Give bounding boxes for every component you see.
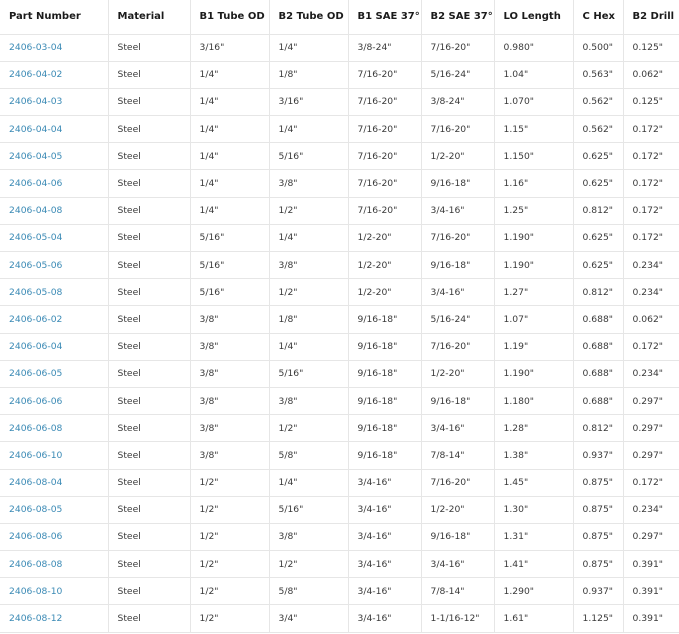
table-row [0, 360, 679, 387]
column-b2-tube-od-cell: 1/4" [269, 469, 348, 496]
part-number-link[interactable]: 2406-04-08 [9, 205, 63, 217]
column-b1-sae-37-cell: 9/16-18" [348, 333, 421, 360]
column-part-number-cell [0, 333, 108, 360]
column-material-cell: Steel [108, 143, 190, 170]
column-b1-sae-37-cell: 7/16-20" [348, 197, 421, 224]
column-b2-tube-od-cell: 3/8" [269, 387, 348, 414]
part-number-link[interactable]: 2406-06-05 [9, 368, 63, 380]
column-material-cell: Steel [108, 279, 190, 306]
column-part-number-cell [0, 143, 108, 170]
table-row [0, 306, 679, 333]
column-b1-sae-37-cell: 3/4-16" [348, 469, 421, 496]
part-number-link[interactable]: 2406-05-04 [9, 232, 63, 244]
column-material-cell: Steel [108, 306, 190, 333]
column-lo-length-cell: 1.190" [494, 360, 573, 387]
column-lo-length-cell: 1.27" [494, 279, 573, 306]
column-lo-length-cell: 1.190" [494, 252, 573, 279]
column-material-cell: Steel [108, 360, 190, 387]
column-material-cell: Steel [108, 333, 190, 360]
column-b2-sae-37-cell: 1/2-20" [421, 496, 494, 523]
column-b1-tube-od-cell: 3/8" [190, 442, 269, 469]
column-lo-length-cell: 1.190" [494, 224, 573, 251]
column-lo-length-cell: 1.16" [494, 170, 573, 197]
column-b1-sae-37-cell: 9/16-18" [348, 306, 421, 333]
column-lo-length-cell: 1.45" [494, 469, 573, 496]
table-row [0, 224, 679, 251]
column-b2-tube-od-cell: 1/2" [269, 415, 348, 442]
table-row [0, 279, 679, 306]
column-b2-tube-od-cell: 1/2" [269, 279, 348, 306]
column-b2-drill-cell: 0.297" [623, 442, 679, 469]
column-b1-tube-od-cell: 1/2" [190, 578, 269, 605]
column-material-cell: Steel [108, 551, 190, 578]
column-b1-tube-od-cell: 1/2" [190, 496, 269, 523]
column-c-hex-cell: 0.625" [573, 252, 623, 279]
column-b1-sae-37-header: B1 SAE 37° [348, 0, 421, 34]
table-row [0, 88, 679, 115]
column-c-hex-cell: 0.562" [573, 116, 623, 143]
column-b2-drill-cell: 0.234" [623, 496, 679, 523]
column-b1-sae-37-cell: 9/16-18" [348, 387, 421, 414]
part-number-link[interactable]: 2406-03-04 [9, 42, 63, 54]
part-number-link[interactable]: 2406-06-04 [9, 341, 63, 353]
column-b2-sae-37-cell: 5/16-24" [421, 306, 494, 333]
column-b1-tube-od-header: B1 Tube OD [190, 0, 269, 34]
column-c-hex-cell: 0.937" [573, 578, 623, 605]
column-b2-drill-cell: 0.297" [623, 523, 679, 550]
column-part-number-header: Part Number [0, 0, 108, 34]
column-b1-tube-od-cell: 1/4" [190, 116, 269, 143]
table-row [0, 116, 679, 143]
column-part-number-cell [0, 88, 108, 115]
column-b2-sae-37-cell: 1/2-20" [421, 143, 494, 170]
column-c-hex-cell: 0.937" [573, 442, 623, 469]
column-b2-sae-37-cell: 7/16-20" [421, 116, 494, 143]
column-b2-sae-37-cell: 1/2-20" [421, 360, 494, 387]
table-row [0, 197, 679, 224]
column-material-cell: Steel [108, 523, 190, 550]
part-number-link[interactable]: 2406-06-08 [9, 422, 63, 434]
column-b1-tube-od-cell: 5/16" [190, 224, 269, 251]
part-number-link[interactable]: 2406-08-04 [9, 477, 63, 489]
column-b2-tube-od-cell: 1/8" [269, 306, 348, 333]
column-b1-sae-37-cell: 3/4-16" [348, 578, 421, 605]
column-part-number-cell [0, 61, 108, 88]
column-c-hex-cell: 0.875" [573, 551, 623, 578]
column-part-number-cell [0, 116, 108, 143]
column-b2-sae-37-header: B2 SAE 37° [421, 0, 494, 34]
column-c-hex-cell: 0.563" [573, 61, 623, 88]
column-b2-sae-37-cell: 7/16-20" [421, 333, 494, 360]
table-row [0, 605, 679, 632]
column-part-number-cell [0, 496, 108, 523]
column-lo-length-cell: 1.30" [494, 496, 573, 523]
column-b1-sae-37-cell: 7/16-20" [348, 170, 421, 197]
part-number-link[interactable]: 2406-08-10 [9, 585, 63, 597]
table-row [0, 61, 679, 88]
column-part-number-cell [0, 523, 108, 550]
column-b2-drill-cell: 0.234" [623, 279, 679, 306]
column-b2-sae-37-cell: 7/16-20" [421, 34, 494, 61]
column-c-hex-cell: 0.625" [573, 170, 623, 197]
column-b2-tube-od-cell: 1/4" [269, 116, 348, 143]
column-b1-sae-37-cell: 9/16-18" [348, 442, 421, 469]
table-row [0, 143, 679, 170]
table-row [0, 333, 679, 360]
column-part-number-cell [0, 442, 108, 469]
column-c-hex-cell: 0.688" [573, 333, 623, 360]
column-b2-sae-37-cell: 7/16-20" [421, 469, 494, 496]
column-b2-sae-37-cell: 3/4-16" [421, 551, 494, 578]
column-b2-drill-cell: 0.172" [623, 224, 679, 251]
column-b2-sae-37-cell: 7/8-14" [421, 442, 494, 469]
column-b1-tube-od-cell: 5/16" [190, 279, 269, 306]
column-b1-tube-od-cell: 5/16" [190, 252, 269, 279]
column-material-cell: Steel [108, 252, 190, 279]
column-c-hex-cell: 0.875" [573, 523, 623, 550]
column-material-cell: Steel [108, 496, 190, 523]
part-number-link[interactable]: 2406-08-12 [9, 613, 63, 625]
column-b1-tube-od-cell: 3/8" [190, 306, 269, 333]
column-b1-sae-37-cell: 1/2-20" [348, 279, 421, 306]
column-b2-drill-cell: 0.062" [623, 61, 679, 88]
column-b2-sae-37-cell: 3/4-16" [421, 197, 494, 224]
column-material-cell: Steel [108, 61, 190, 88]
column-b2-sae-37-cell: 3/4-16" [421, 415, 494, 442]
part-number-link[interactable]: 2406-06-10 [9, 449, 63, 461]
column-b1-tube-od-cell: 1/4" [190, 88, 269, 115]
column-b2-tube-od-cell: 1/4" [269, 34, 348, 61]
column-c-hex-cell: 0.875" [573, 469, 623, 496]
column-c-hex-cell: 0.562" [573, 88, 623, 115]
part-number-link[interactable]: 2406-04-04 [9, 123, 63, 135]
table-body [0, 34, 679, 632]
column-material-cell: Steel [108, 170, 190, 197]
column-b1-sae-37-cell: 3/8-24" [348, 34, 421, 61]
column-c-hex-cell: 0.625" [573, 143, 623, 170]
column-part-number-cell [0, 170, 108, 197]
table-header-row [0, 0, 679, 34]
column-c-hex-cell: 0.875" [573, 496, 623, 523]
column-material-cell: Steel [108, 224, 190, 251]
column-c-hex-cell: 0.688" [573, 306, 623, 333]
column-b1-tube-od-cell: 3/16" [190, 34, 269, 61]
column-b1-sae-37-cell: 3/4-16" [348, 551, 421, 578]
column-b1-tube-od-cell: 1/2" [190, 523, 269, 550]
column-b2-tube-od-cell: 1/2" [269, 197, 348, 224]
column-b2-tube-od-cell: 5/8" [269, 442, 348, 469]
table-row [0, 578, 679, 605]
column-c-hex-cell: 0.812" [573, 197, 623, 224]
column-material-cell: Steel [108, 197, 190, 224]
column-b2-sae-37-cell: 7/16-20" [421, 224, 494, 251]
column-b1-sae-37-cell: 7/16-20" [348, 116, 421, 143]
column-b1-sae-37-cell: 9/16-18" [348, 360, 421, 387]
column-part-number-cell [0, 387, 108, 414]
column-part-number-cell [0, 224, 108, 251]
column-b2-drill-cell: 0.172" [623, 197, 679, 224]
column-b2-tube-od-cell: 1/2" [269, 551, 348, 578]
column-part-number-cell [0, 578, 108, 605]
column-b1-tube-od-cell: 1/2" [190, 469, 269, 496]
column-b2-tube-od-cell: 3/8" [269, 523, 348, 550]
table-row [0, 252, 679, 279]
table-row [0, 34, 679, 61]
column-b2-drill-cell: 0.172" [623, 170, 679, 197]
part-number-link[interactable]: 2406-04-02 [9, 69, 63, 81]
column-c-hex-cell: 1.125" [573, 605, 623, 632]
column-b2-sae-37-cell: 5/16-24" [421, 61, 494, 88]
column-b2-sae-37-cell: 9/16-18" [421, 387, 494, 414]
column-b1-sae-37-cell: 7/16-20" [348, 61, 421, 88]
part-number-link[interactable]: 2406-06-06 [9, 395, 63, 407]
column-part-number-cell [0, 469, 108, 496]
column-b2-sae-37-cell: 9/16-18" [421, 170, 494, 197]
column-part-number-cell [0, 306, 108, 333]
column-c-hex-cell: 0.812" [573, 279, 623, 306]
column-b2-drill-cell: 0.391" [623, 578, 679, 605]
column-lo-length-cell: 1.31" [494, 523, 573, 550]
column-lo-length-cell: 1.38" [494, 442, 573, 469]
column-b2-sae-37-cell: 9/16-18" [421, 252, 494, 279]
column-b2-tube-od-cell: 3/16" [269, 88, 348, 115]
column-b1-sae-37-cell: 3/4-16" [348, 523, 421, 550]
column-c-hex-header: C Hex [573, 0, 623, 34]
column-b1-tube-od-cell: 3/8" [190, 333, 269, 360]
table-row [0, 170, 679, 197]
part-number-link[interactable]: 2406-06-02 [9, 313, 63, 325]
column-material-header: Material [108, 0, 190, 34]
column-material-cell: Steel [108, 605, 190, 632]
column-c-hex-cell: 0.688" [573, 387, 623, 414]
column-c-hex-cell: 0.812" [573, 415, 623, 442]
column-b2-tube-od-cell: 1/4" [269, 224, 348, 251]
table-row [0, 415, 679, 442]
column-part-number-cell [0, 415, 108, 442]
column-b2-tube-od-cell: 5/16" [269, 496, 348, 523]
column-b2-drill-cell: 0.172" [623, 116, 679, 143]
column-b1-tube-od-cell: 1/4" [190, 197, 269, 224]
column-b2-tube-od-cell: 5/8" [269, 578, 348, 605]
column-b2-drill-cell: 0.391" [623, 551, 679, 578]
column-b2-drill-header: B2 Drill [623, 0, 679, 34]
table-row [0, 496, 679, 523]
column-lo-length-cell: 1.04" [494, 61, 573, 88]
column-material-cell: Steel [108, 578, 190, 605]
column-material-cell: Steel [108, 442, 190, 469]
column-material-cell: Steel [108, 34, 190, 61]
column-b1-tube-od-cell: 1/4" [190, 170, 269, 197]
column-c-hex-cell: 0.500" [573, 34, 623, 61]
column-material-cell: Steel [108, 415, 190, 442]
column-material-cell: Steel [108, 88, 190, 115]
part-number-link[interactable]: 2406-08-05 [9, 504, 63, 516]
table-row [0, 442, 679, 469]
column-b2-sae-37-cell: 7/8-14" [421, 578, 494, 605]
column-material-cell: Steel [108, 469, 190, 496]
column-material-cell: Steel [108, 387, 190, 414]
column-lo-length-cell: 1.15" [494, 116, 573, 143]
column-b2-drill-cell: 0.234" [623, 252, 679, 279]
column-lo-length-cell: 1.290" [494, 578, 573, 605]
column-material-cell: Steel [108, 116, 190, 143]
column-b2-sae-37-cell: 9/16-18" [421, 523, 494, 550]
part-number-link[interactable]: 2406-04-05 [9, 150, 63, 162]
part-number-link[interactable]: 2406-05-06 [9, 259, 63, 271]
table-row [0, 387, 679, 414]
column-c-hex-cell: 0.625" [573, 224, 623, 251]
column-b2-sae-37-cell: 1-1/16-12" [421, 605, 494, 632]
part-number-link[interactable]: 2406-04-03 [9, 96, 63, 108]
column-lo-length-header: LO Length [494, 0, 573, 34]
column-b2-tube-od-cell: 5/16" [269, 143, 348, 170]
column-b2-drill-cell: 0.297" [623, 415, 679, 442]
part-number-link[interactable]: 2406-08-08 [9, 558, 63, 570]
table-row [0, 469, 679, 496]
column-b2-tube-od-cell: 3/8" [269, 252, 348, 279]
column-b1-tube-od-cell: 1/4" [190, 143, 269, 170]
column-part-number-cell [0, 605, 108, 632]
column-b1-tube-od-cell: 1/2" [190, 605, 269, 632]
column-b2-tube-od-cell: 1/4" [269, 333, 348, 360]
column-b2-drill-cell: 0.391" [623, 605, 679, 632]
column-b1-sae-37-cell: 9/16-18" [348, 415, 421, 442]
column-c-hex-cell: 0.688" [573, 360, 623, 387]
column-b2-drill-cell: 0.297" [623, 387, 679, 414]
column-b2-drill-cell: 0.125" [623, 88, 679, 115]
column-b1-sae-37-cell: 1/2-20" [348, 252, 421, 279]
column-lo-length-cell: 1.25" [494, 197, 573, 224]
column-b1-tube-od-cell: 3/8" [190, 415, 269, 442]
column-b2-sae-37-cell: 3/4-16" [421, 279, 494, 306]
column-b2-tube-od-cell: 1/8" [269, 61, 348, 88]
column-part-number-cell [0, 360, 108, 387]
column-part-number-cell [0, 197, 108, 224]
part-number-link[interactable]: 2406-08-06 [9, 531, 63, 543]
column-lo-length-cell: 1.19" [494, 333, 573, 360]
column-lo-length-cell: 1.180" [494, 387, 573, 414]
column-b2-drill-cell: 0.172" [623, 469, 679, 496]
column-b1-tube-od-cell: 1/2" [190, 551, 269, 578]
table-row [0, 523, 679, 550]
column-lo-length-cell: 1.41" [494, 551, 573, 578]
column-part-number-cell [0, 279, 108, 306]
column-b1-tube-od-cell: 1/4" [190, 61, 269, 88]
column-b1-sae-37-cell: 3/4-16" [348, 605, 421, 632]
column-b2-drill-cell: 0.234" [623, 360, 679, 387]
column-b2-drill-cell: 0.172" [623, 333, 679, 360]
column-b1-tube-od-cell: 3/8" [190, 360, 269, 387]
column-b2-tube-od-cell: 3/4" [269, 605, 348, 632]
column-lo-length-cell: 1.150" [494, 143, 573, 170]
column-b1-sae-37-cell: 7/16-20" [348, 143, 421, 170]
column-lo-length-cell: 1.07" [494, 306, 573, 333]
column-lo-length-cell: 1.61" [494, 605, 573, 632]
column-b2-tube-od-cell: 5/16" [269, 360, 348, 387]
table-row [0, 551, 679, 578]
column-b2-drill-cell: 0.062" [623, 306, 679, 333]
part-number-link[interactable]: 2406-04-06 [9, 178, 63, 190]
column-lo-length-cell: 1.28" [494, 415, 573, 442]
column-b1-sae-37-cell: 1/2-20" [348, 224, 421, 251]
part-number-link[interactable]: 2406-05-08 [9, 286, 63, 298]
column-b2-tube-od-header: B2 Tube OD [269, 0, 348, 34]
column-b2-tube-od-cell: 3/8" [269, 170, 348, 197]
column-b1-tube-od-cell: 3/8" [190, 387, 269, 414]
column-lo-length-cell: 0.980" [494, 34, 573, 61]
column-b1-sae-37-cell: 7/16-20" [348, 88, 421, 115]
column-part-number-cell [0, 34, 108, 61]
column-part-number-cell [0, 252, 108, 279]
column-b1-sae-37-cell: 3/4-16" [348, 496, 421, 523]
column-b2-sae-37-cell: 3/8-24" [421, 88, 494, 115]
column-b2-drill-cell: 0.125" [623, 34, 679, 61]
column-lo-length-cell: 1.070" [494, 88, 573, 115]
column-part-number-cell [0, 551, 108, 578]
column-b2-drill-cell: 0.172" [623, 143, 679, 170]
